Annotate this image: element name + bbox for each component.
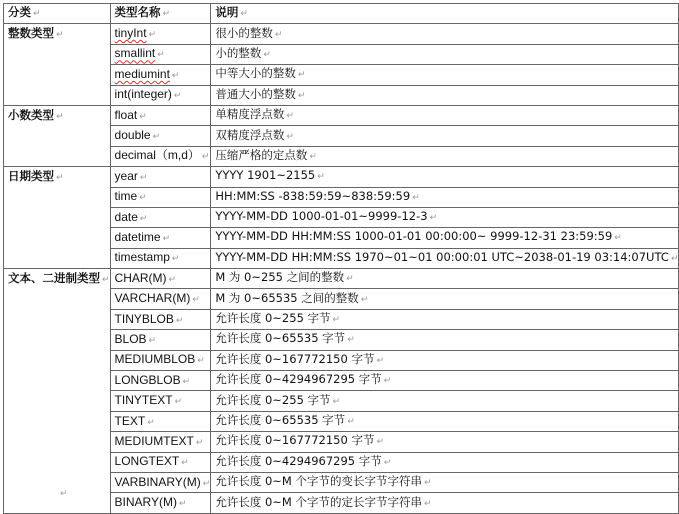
description-cell: YYYY-MM-DD 1000-01-01~9999-12-3 ↵ <box>211 207 679 227</box>
description-cell: 允许长度 0~M 个字节的变长字节字符串 ↵ <box>211 472 679 492</box>
description-cell: 允许长度 0~255 字节 ↵ <box>211 391 679 411</box>
type-name-cell: TINYTEXT ↵ <box>110 391 211 411</box>
type-name-cell: LONGTEXT ↵ <box>110 452 211 472</box>
type-name-cell: TINYBLOB ↵ <box>110 309 211 329</box>
type-name-cell: tinyInt ↵ <box>110 24 211 44</box>
type-name-cell: BINARY(M) ↵ <box>110 493 211 513</box>
description-cell: YYYY-MM-DD HH:MM:SS 1000-01-01 00:00:00~ 9999-12-31 23:59:59 ↵ <box>211 228 679 248</box>
description-cell: 允许长度 0~4294967295 字节 ↵ <box>211 452 679 472</box>
description-cell: M 为 0~65535 之间的整数 ↵ <box>211 289 679 309</box>
category-cell: 文本、二进制类型 ↵ <box>4 269 111 514</box>
description-cell: 小的整数 ↵ <box>211 44 679 64</box>
description-cell: 普通大小的整数 ↵ <box>211 85 679 105</box>
table-row <box>4 269 679 289</box>
header-description: 说明 ↵ <box>211 4 679 24</box>
category-cell: 小数类型 ↵ <box>4 105 111 166</box>
description-cell: M 为 0~255 之间的整数 ↵ <box>211 269 679 289</box>
category-cell: 日期类型 ↵ <box>4 167 111 269</box>
header-type-name: 类型名称 ↵ <box>110 4 211 24</box>
type-name-cell: CHAR(M) ↵ <box>110 269 211 289</box>
description-cell: 单精度浮点数 ↵ <box>211 105 679 125</box>
description-cell: 中等大小的整数 ↵ <box>211 65 679 85</box>
description-cell: 允许长度 0~255 字节 ↵ <box>211 309 679 329</box>
table-row <box>4 24 679 44</box>
category-cell: 整数类型 ↵ <box>4 24 111 106</box>
type-name-cell: VARBINARY(M) ↵ <box>110 472 211 492</box>
type-name-cell: double ↵ <box>110 126 211 146</box>
description-cell: 允许长度 0~65535 字节 ↵ <box>211 411 679 431</box>
description-cell: YYYY-MM-DD HH:MM:SS 1970~01~01 00:00:01 UTC~2038-01-19 03:14:07UTC ↵ <box>211 248 679 268</box>
type-name-cell: int(integer) ↵ <box>110 85 211 105</box>
description-cell: 允许长度 0~167772150 字节 ↵ <box>211 432 679 452</box>
type-name-cell: LONGBLOB ↵ <box>110 371 211 391</box>
type-name-cell: datetime ↵ <box>110 228 211 248</box>
type-name-cell: TEXT ↵ <box>110 411 211 431</box>
type-name-cell: year ↵ <box>110 167 211 187</box>
description-cell: HH:MM:SS -838:59:59~838:59:59 ↵ <box>211 187 679 207</box>
description-cell: 双精度浮点数 ↵ <box>211 126 679 146</box>
description-cell: YYYY 1901~2155 ↵ <box>211 167 679 187</box>
type-name-cell: MEDIUMBLOB ↵ <box>110 350 211 370</box>
type-name-cell: VARCHAR(M) ↵ <box>110 289 211 309</box>
data-types-table <box>3 3 679 514</box>
type-name-cell: decimal（m,d） ↵ <box>110 146 211 166</box>
description-cell: 允许长度 0~65535 字节 ↵ <box>211 330 679 350</box>
type-name-cell: float ↵ <box>110 105 211 125</box>
type-name-cell: date ↵ <box>110 207 211 227</box>
description-cell: 允许长度 0~M 个字节的定长字节字符串 ↵ <box>211 493 679 513</box>
table-row <box>4 167 679 187</box>
type-name-cell: BLOB ↵ <box>110 330 211 350</box>
type-name-cell: mediumint ↵ <box>110 65 211 85</box>
table-row <box>4 105 679 125</box>
type-name-cell: time ↵ <box>110 187 211 207</box>
description-cell: 允许长度 0~167772150 字节 ↵ <box>211 350 679 370</box>
end-paragraph-mark: ↵ <box>60 488 68 498</box>
table-header-row <box>4 4 679 24</box>
type-name-cell: smallint ↵ <box>110 44 211 64</box>
type-name-cell: timestamp ↵ <box>110 248 211 268</box>
description-cell: 很小的整数 ↵ <box>211 24 679 44</box>
description-cell: 允许长度 0~4294967295 字节 ↵ <box>211 371 679 391</box>
description-cell: 压缩严格的定点数 ↵ <box>211 146 679 166</box>
header-category: 分类 ↵ <box>4 4 111 24</box>
type-name-cell: MEDIUMTEXT ↵ <box>110 432 211 452</box>
